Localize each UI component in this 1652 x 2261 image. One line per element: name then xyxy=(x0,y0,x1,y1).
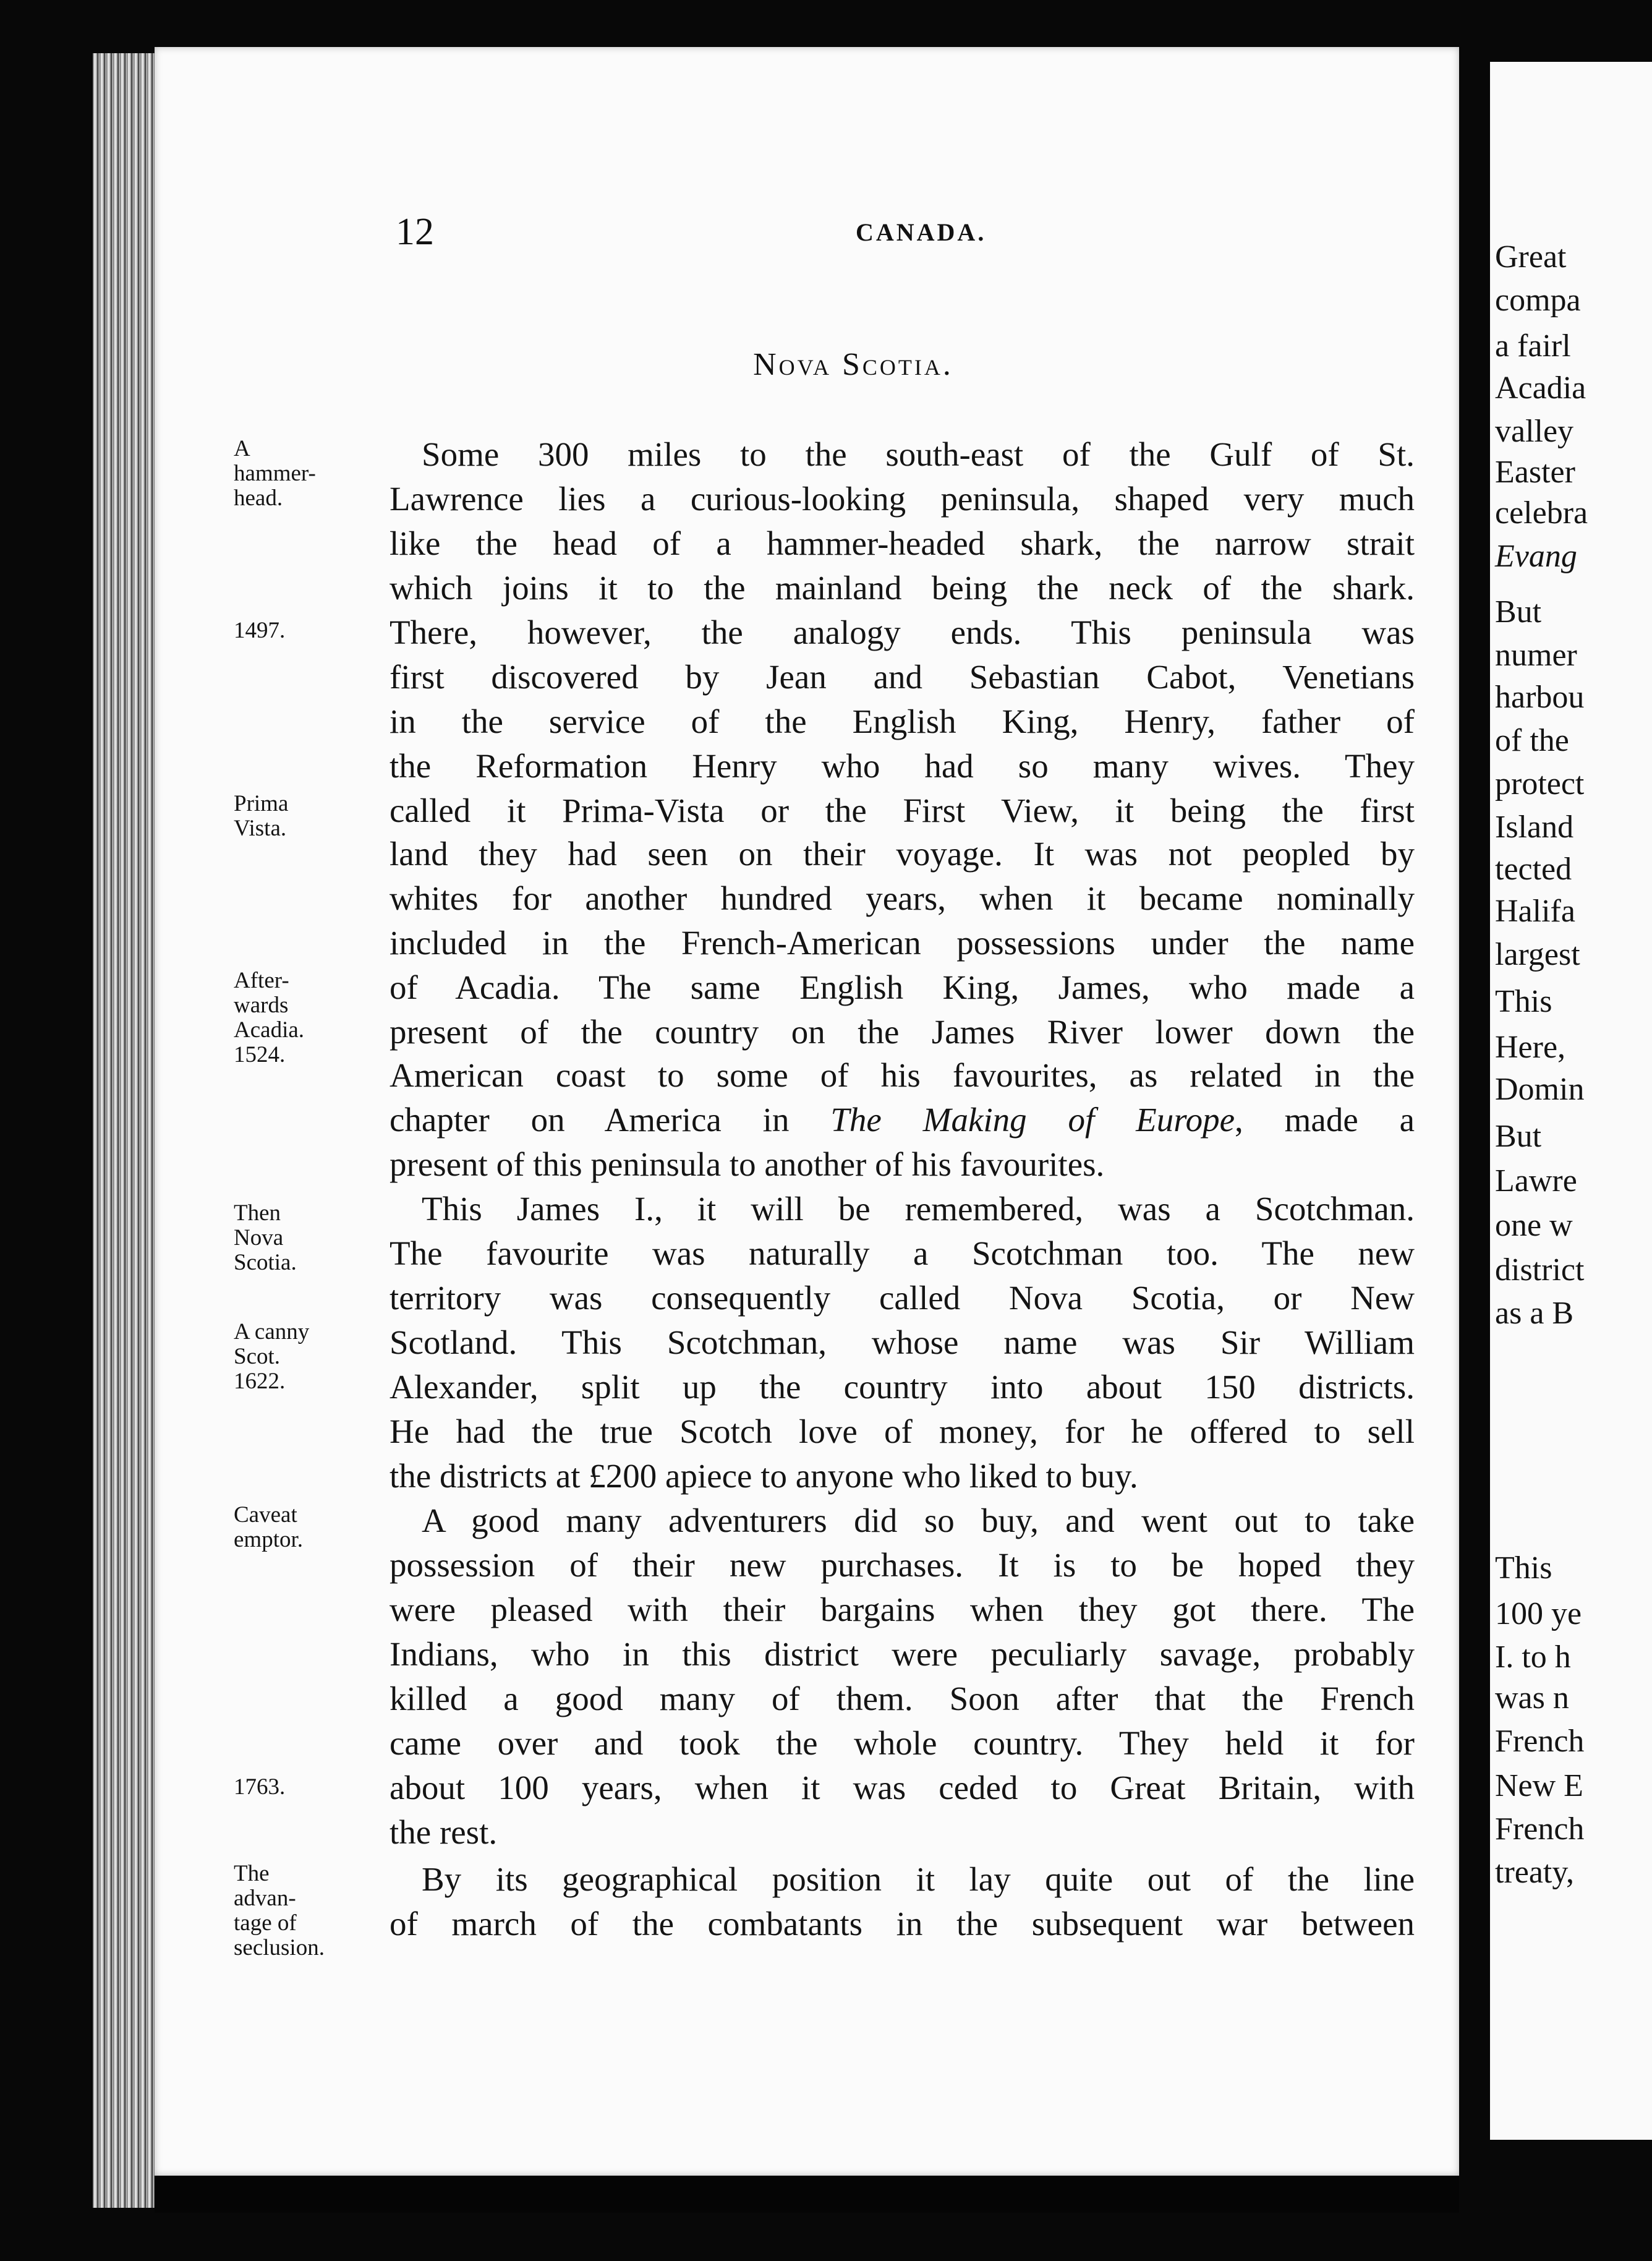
facing-page-line: one w xyxy=(1495,1208,1573,1243)
facing-page-line: Easter xyxy=(1495,455,1575,490)
running-head xyxy=(0,210,1652,254)
facing-page-line: French xyxy=(1495,1724,1585,1759)
facing-page-line: Halifa xyxy=(1495,894,1575,929)
body-line: territory was consequently called Nova Scotia, or New xyxy=(390,1279,1415,1317)
body-line: There, however, the analogy ends. This peninsula was xyxy=(390,613,1415,651)
margin-note: A canny Scot. 1622. xyxy=(234,1319,310,1394)
body-line: called it Prima-Vista or the First View, it being the first xyxy=(390,792,1415,829)
body-line: possession of their new purchases. It is to be hoped they xyxy=(390,1546,1415,1584)
facing-page-line: Island xyxy=(1495,810,1574,845)
facing-page-line: harbou xyxy=(1495,680,1585,715)
body-line: about 100 years, when it was ceded to Great Britain, with xyxy=(390,1769,1415,1806)
body-line: the rest. xyxy=(390,1813,498,1851)
facing-page-line: treaty, xyxy=(1495,1855,1574,1890)
facing-page-line: as a B xyxy=(1495,1296,1574,1331)
body-line: first discovered by Jean and Sebastian Cabot, Venetians xyxy=(390,658,1415,696)
section-title: Nova Scotia. xyxy=(753,347,953,382)
body-line: chapter on America in The Making of Europe, made a xyxy=(390,1101,1415,1139)
margin-note: Then Nova Scotia. xyxy=(234,1200,297,1275)
body-line: which joins it to the mainland being the neck of the shark. xyxy=(390,569,1415,607)
body-line: the Reformation Henry who had so many wives. They xyxy=(390,747,1415,785)
body-line: This James I., it will be remembered, was a Scotchman. xyxy=(422,1190,1415,1228)
facing-page-line: Evang xyxy=(1495,539,1577,574)
body-line: He had the true Scotch love of money, for he offered to sell xyxy=(390,1413,1415,1450)
body-line: land they had seen on their voyage. It was not peopled by xyxy=(390,835,1415,873)
body-line: Lawrence lies a curious-looking peninsula, shaped very much xyxy=(390,480,1415,518)
facing-page-line: I. to h xyxy=(1495,1639,1571,1675)
page-number: 12 xyxy=(396,211,434,253)
body-line: whites for another hundred years, when it became nominally xyxy=(390,879,1415,917)
margin-note: Prima Vista. xyxy=(234,791,289,841)
facing-page-line: largest xyxy=(1495,937,1580,972)
facing-page-line: But xyxy=(1495,1119,1542,1154)
body-line: killed a good many of them. Soon after that the French xyxy=(390,1680,1415,1717)
body-line: present of the country on the James River lower down the xyxy=(390,1013,1415,1051)
margin-note: Caveat emptor. xyxy=(234,1502,304,1552)
body-line: included in the French-American possessions under the name xyxy=(390,924,1415,962)
facing-page-line: French xyxy=(1495,1811,1585,1847)
body-line: Alexander, split up the country into about 150 districts. xyxy=(390,1368,1415,1406)
body-line: A good many adventurers did so buy, and went out to take xyxy=(422,1502,1415,1539)
body-line: present of this peninsula to another of his favourites. xyxy=(390,1145,1105,1183)
body-line: of march of the combatants in the subsequent war between xyxy=(390,1905,1415,1943)
body-line: Indians, who in this district were peculiarly savage, probably xyxy=(390,1635,1415,1673)
facing-page-line: numer xyxy=(1495,638,1577,673)
margin-note: 1763. xyxy=(234,1774,286,1800)
body-line: of Acadia. The same English King, James, who made a xyxy=(390,968,1415,1006)
facing-page-line: district xyxy=(1495,1252,1585,1288)
facing-page-line: Acadia xyxy=(1495,370,1586,406)
body-line: Some 300 miles to the south-east of the Gulf of St. xyxy=(422,435,1415,473)
facing-page-line: Great xyxy=(1495,239,1567,275)
facing-page-line: compa xyxy=(1495,283,1581,318)
facing-page-line: of the xyxy=(1495,723,1569,758)
facing-page-line: New E xyxy=(1495,1768,1583,1803)
body-line: came over and took the whole country. They held it for xyxy=(390,1724,1415,1762)
running-title: CANADA. xyxy=(856,218,987,246)
body-line: in the service of the English King, Henry, father of xyxy=(390,703,1415,740)
facing-page-line: Lawre xyxy=(1495,1163,1577,1199)
book-title-italic: The Making of Europe xyxy=(830,1101,1235,1139)
facing-page-line: But xyxy=(1495,594,1542,630)
facing-page-line: This xyxy=(1495,1550,1552,1586)
page-edges xyxy=(93,53,155,2208)
facing-page xyxy=(1490,62,1652,2140)
body-line: American coast to some of his favourites, as related in the xyxy=(390,1056,1415,1094)
facing-page-line: was n xyxy=(1495,1680,1569,1716)
margin-note: The advan- tage of seclusion. xyxy=(234,1861,325,1960)
margin-note: A hammer- head. xyxy=(234,436,316,511)
body-line: the districts at £200 apiece to anyone who liked to buy. xyxy=(390,1457,1138,1495)
facing-page-line: 100 ye xyxy=(1495,1596,1582,1631)
margin-note: After- wards Acadia. 1524. xyxy=(234,968,305,1067)
body-line: like the head of a hammer-headed shark, the narrow strait xyxy=(390,524,1415,562)
page-bottom-shadow xyxy=(155,2176,1459,2213)
facing-page-line: valley xyxy=(1495,414,1574,449)
body-line: By its geographical position it lay quite out of the line xyxy=(422,1860,1415,1898)
facing-page-line: a fairl xyxy=(1495,328,1571,364)
facing-page-line: This xyxy=(1495,984,1552,1019)
facing-page-line: Domin xyxy=(1495,1072,1585,1107)
facing-page-line: celebra xyxy=(1495,495,1588,531)
body-line: were pleased with their bargains when they got there. The xyxy=(390,1591,1415,1628)
facing-page-line: Here, xyxy=(1495,1030,1566,1065)
body-line: Scotland. This Scotchman, whose name was Sir William xyxy=(390,1323,1415,1361)
facing-page-line: protect xyxy=(1495,766,1585,801)
facing-page-line: tected xyxy=(1495,852,1572,887)
margin-note: 1497. xyxy=(234,618,286,643)
body-line: The favourite was naturally a Scotchman too. The new xyxy=(390,1234,1415,1272)
